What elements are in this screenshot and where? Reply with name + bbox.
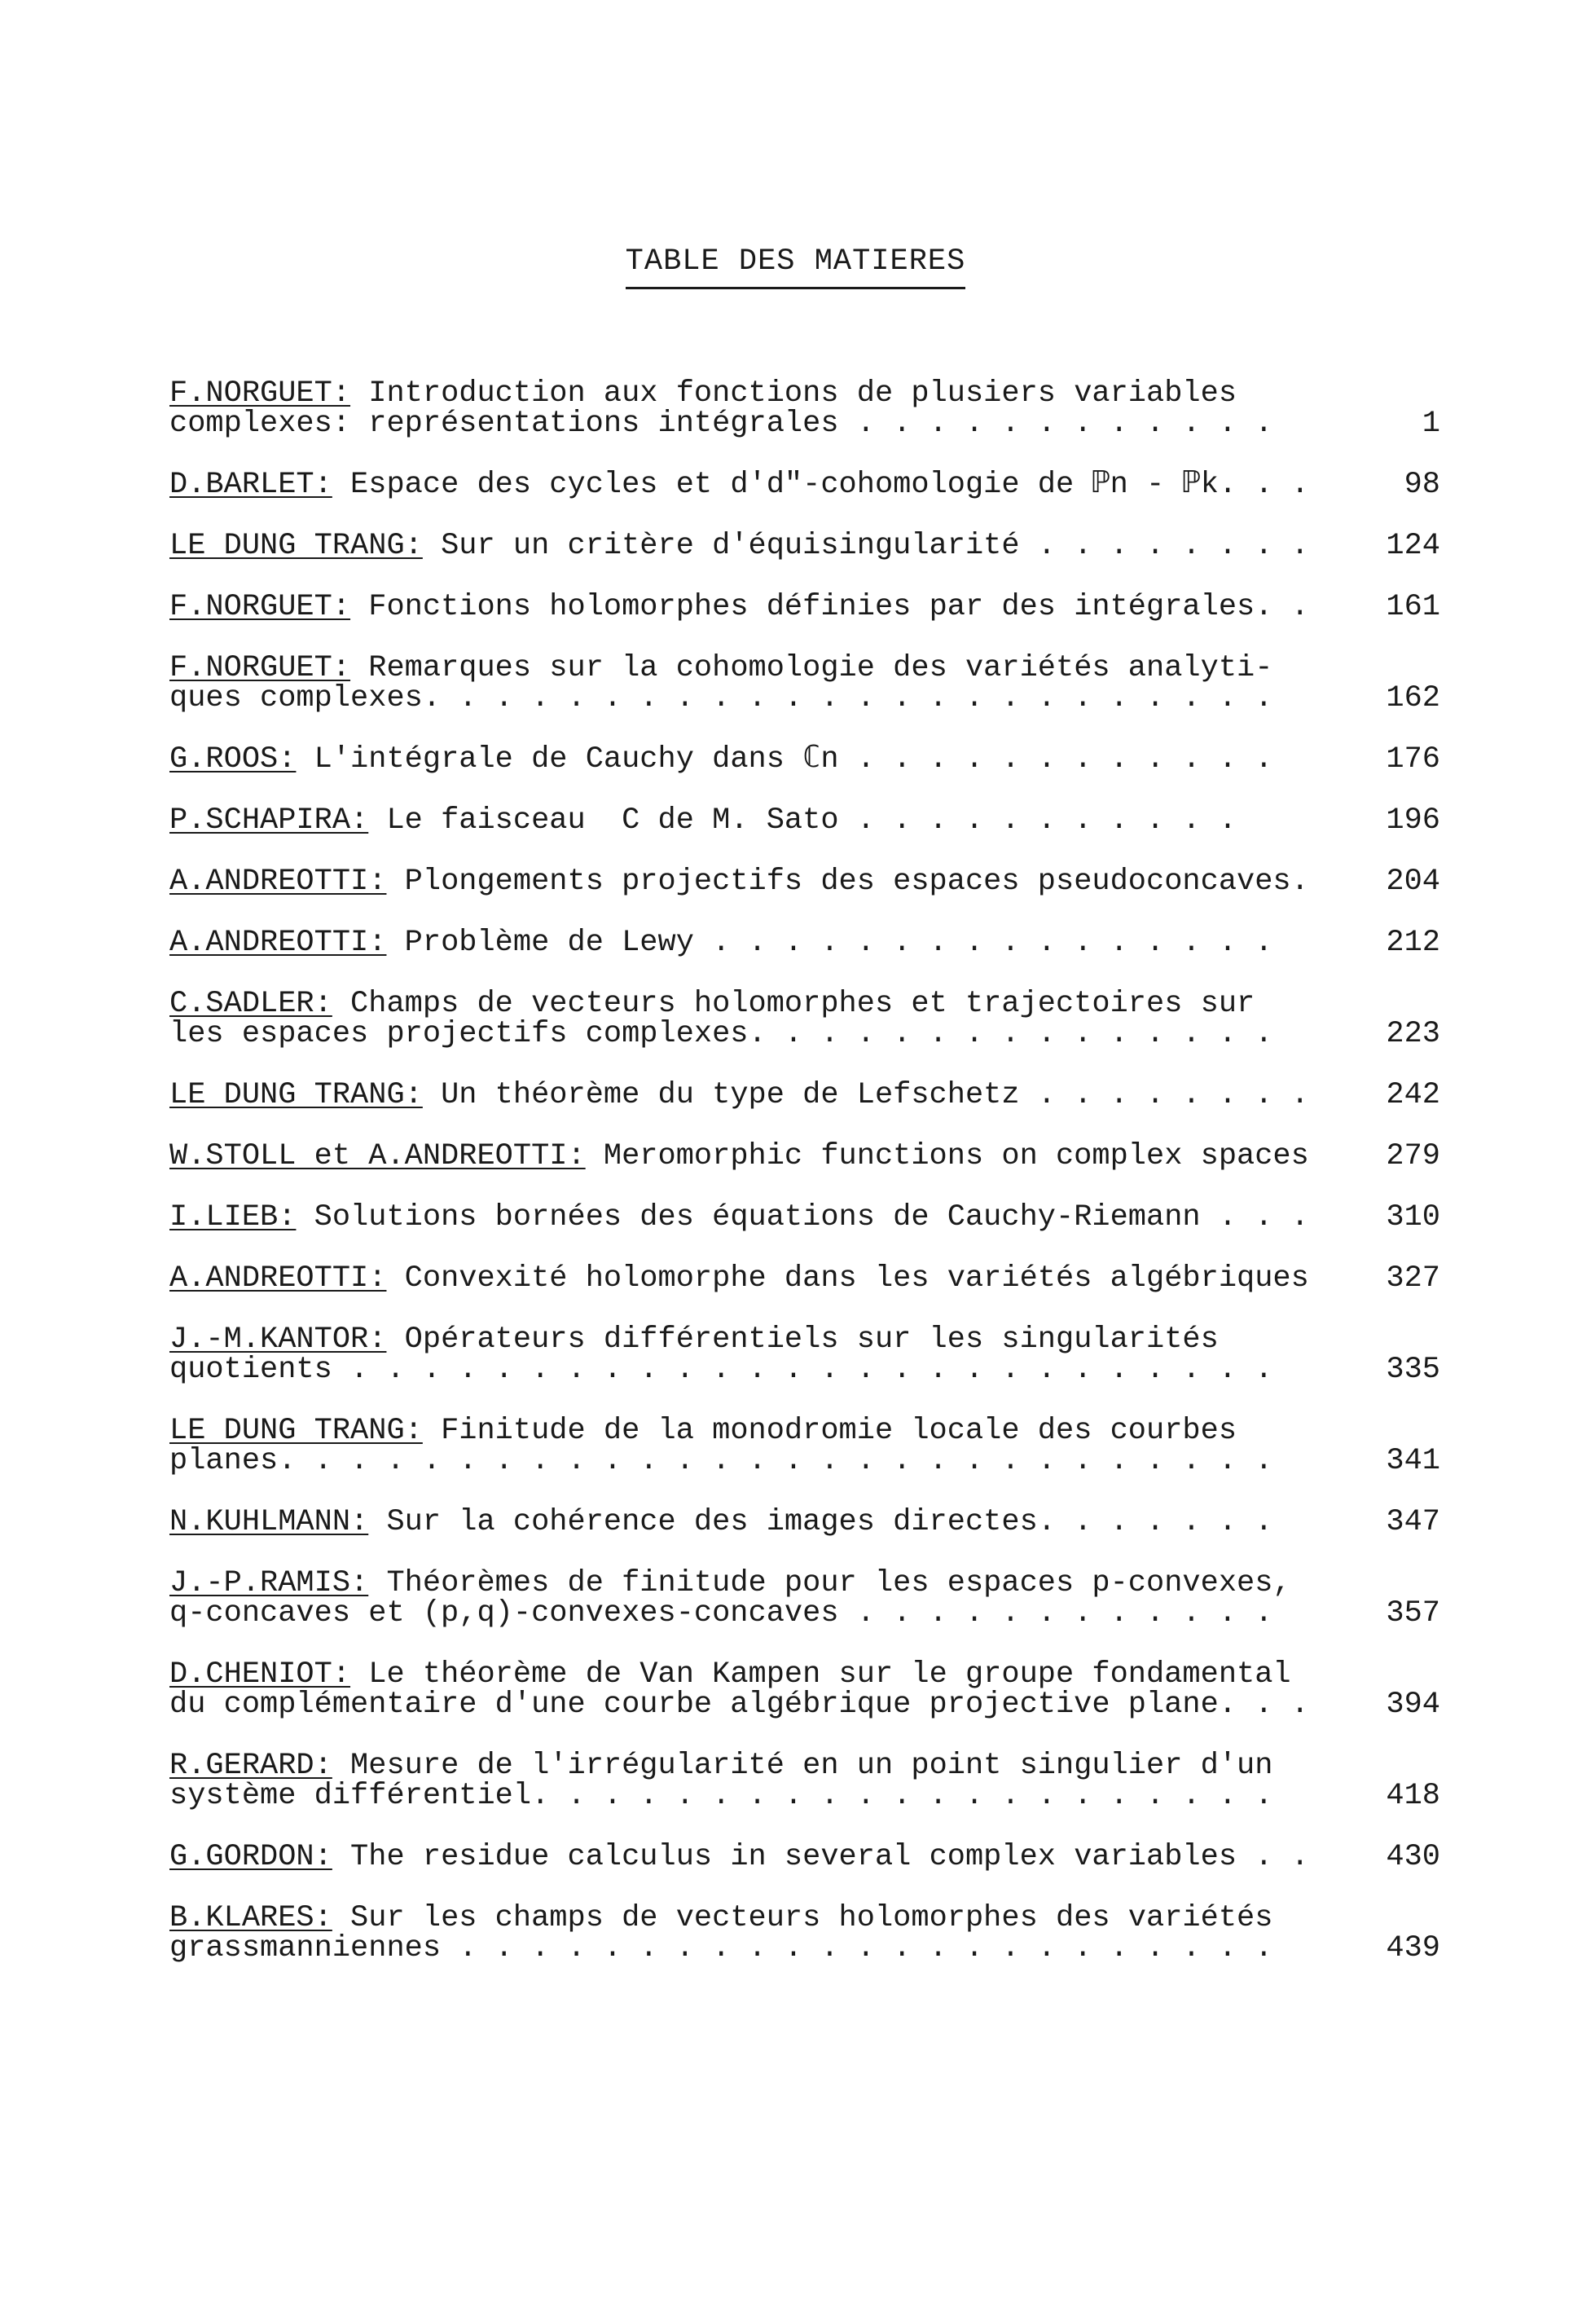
entry-title-line1: Sur la cohérence des images directes. . . . . . . bbox=[368, 1505, 1273, 1539]
entry-page-number: 394 bbox=[1386, 1688, 1440, 1722]
entry-title-line2: quotients . . . . . . . . . . . . . . . . . . . . . . . . . . bbox=[169, 1353, 1273, 1387]
entry-text bbox=[169, 651, 1351, 715]
entry-text bbox=[169, 470, 1351, 500]
toc-entry bbox=[169, 1200, 1440, 1235]
entry-title-line1: Le théorème de Van Kampen sur le groupe fondamental bbox=[350, 1657, 1291, 1692]
entry-title-line1: Plongements projectifs des espaces pseudoconcaves. bbox=[386, 865, 1309, 899]
toc-entry bbox=[169, 592, 1440, 623]
entry-page-number: 279 bbox=[1386, 1139, 1440, 1173]
entry-title-line2: les espaces projectifs complexes. . . . . . . . . . . . . . . bbox=[169, 1017, 1273, 1051]
toc-entry bbox=[169, 470, 1440, 500]
entry-title-line2: complexes: représentations intégrales . . . . . . . . . . . . bbox=[169, 407, 1273, 441]
entry-text bbox=[169, 1566, 1351, 1631]
entry-text bbox=[169, 531, 1351, 561]
toc-entry bbox=[169, 1751, 1440, 1811]
toc-entry bbox=[169, 651, 1440, 715]
entry-title-line2: ques complexes. . . . . . . . . . . . . . . . . . . . . . . . bbox=[169, 681, 1273, 715]
entry-text bbox=[169, 867, 1351, 897]
entry-author: A.ANDREOTTI: bbox=[169, 926, 387, 960]
entry-title-line1: Mesure de l'irrégularité en un point singulier d'un bbox=[332, 1749, 1273, 1783]
entry-text bbox=[169, 1416, 1351, 1477]
page-title bbox=[0, 241, 1591, 289]
entry-page-number: 223 bbox=[1386, 1017, 1440, 1051]
entry-author: W.STOLL et A.ANDREOTTI: bbox=[169, 1139, 586, 1173]
entry-page-number: 98 bbox=[1404, 468, 1440, 502]
toc-entry bbox=[169, 1416, 1440, 1477]
toc-entry bbox=[169, 1261, 1440, 1296]
entry-author: F.NORGUET: bbox=[169, 376, 351, 411]
entry-author: D.BARLET: bbox=[169, 468, 332, 502]
entry-text bbox=[169, 1200, 1351, 1235]
entry-text bbox=[169, 1261, 1351, 1296]
entry-text bbox=[169, 1078, 1351, 1112]
entry-page-number: 327 bbox=[1386, 1261, 1440, 1296]
entry-author: LE DUNG TRANG: bbox=[169, 1078, 423, 1112]
entry-page-number: 357 bbox=[1386, 1596, 1440, 1631]
toc-entry bbox=[169, 376, 1440, 441]
entry-author: J.-M.KANTOR: bbox=[169, 1323, 387, 1357]
entry-title-line1: L'intégrale de Cauchy dans ℂn . . . . . . . . . . . . bbox=[296, 742, 1273, 777]
entry-page-number: 242 bbox=[1386, 1078, 1440, 1112]
entry-title-line2: planes. . . . . . . . . . . . . . . . . . . . . . . . . . . . bbox=[169, 1444, 1273, 1478]
toc-entry bbox=[169, 531, 1440, 561]
toc-entry bbox=[169, 989, 1440, 1050]
entry-page-number: 310 bbox=[1386, 1200, 1440, 1235]
entry-page-number: 212 bbox=[1386, 926, 1440, 960]
entry-title-line1: Solutions bornées des équations de Cauchy-Riemann . . . bbox=[296, 1200, 1309, 1235]
entry-title-line1: Introduction aux fonctions de plusiers variables bbox=[350, 376, 1237, 411]
entry-text bbox=[169, 592, 1351, 623]
entry-title-line1: Champs de vecteurs holomorphes et trajectoires sur bbox=[332, 987, 1255, 1021]
entry-text bbox=[169, 1505, 1351, 1539]
entry-text bbox=[169, 742, 1351, 777]
toc-entry bbox=[169, 1566, 1440, 1631]
entry-page-number: 124 bbox=[1386, 529, 1440, 563]
entry-author: B.KLARES: bbox=[169, 1901, 332, 1935]
toc-entry bbox=[169, 742, 1440, 777]
entry-title-line2: du complémentaire d'une courbe algébrique projective plane. . . bbox=[169, 1688, 1309, 1722]
entry-author: R.GERARD: bbox=[169, 1749, 332, 1783]
entry-author: G.GORDON: bbox=[169, 1840, 332, 1874]
entry-title-line2: grassmanniennes . . . . . . . . . . . . . . . . . . . . . . . bbox=[169, 1931, 1273, 1965]
toc-entry bbox=[169, 1139, 1440, 1173]
entry-page-number: 347 bbox=[1386, 1505, 1440, 1539]
entry-page-number: 1 bbox=[1422, 407, 1440, 441]
entry-title-line1: Le faisceau C de M. Sato . . . . . . . . . . . bbox=[368, 803, 1237, 838]
entry-page-number: 176 bbox=[1386, 742, 1440, 777]
entry-author: F.NORGUET: bbox=[169, 590, 351, 624]
toc-entry bbox=[169, 1505, 1440, 1539]
toc-entry bbox=[169, 803, 1440, 838]
entry-text bbox=[169, 1842, 1351, 1873]
toc-entry bbox=[169, 1078, 1440, 1112]
entry-author: N.KUHLMANN: bbox=[169, 1505, 369, 1539]
entry-title-line1: Finitude de la monodromie locale des courbes bbox=[422, 1414, 1237, 1448]
entry-title-line1: Espace des cycles et d'd"-cohomologie de ℙn - ℙk. . . bbox=[332, 468, 1309, 502]
entry-author: LE DUNG TRANG: bbox=[169, 529, 423, 563]
entry-author: F.NORGUET: bbox=[169, 651, 351, 685]
toc-entry bbox=[169, 1657, 1440, 1722]
entry-page-number: 341 bbox=[1386, 1444, 1440, 1478]
entry-title-line1: Sur les champs de vecteurs holomorphes des variétés bbox=[332, 1901, 1273, 1935]
table-of-contents bbox=[169, 376, 1440, 1965]
entry-page-number: 161 bbox=[1386, 590, 1440, 624]
entry-page-number: 430 bbox=[1386, 1840, 1440, 1874]
entry-page-number: 162 bbox=[1386, 681, 1440, 715]
entry-text bbox=[169, 1657, 1351, 1722]
entry-author: G.ROOS: bbox=[169, 742, 297, 777]
entry-page-number: 439 bbox=[1386, 1931, 1440, 1965]
toc-entry bbox=[169, 1842, 1440, 1873]
entry-text bbox=[169, 803, 1351, 838]
entry-text bbox=[169, 1139, 1351, 1173]
entry-title-line1: Meromorphic functions on complex spaces bbox=[585, 1139, 1309, 1173]
entry-title-line1: Théorèmes de finitude pour les espaces p-convexes, bbox=[368, 1566, 1291, 1600]
entry-text bbox=[169, 1325, 1351, 1385]
entry-page-number: 196 bbox=[1386, 803, 1440, 838]
entry-title-line1: Fonctions holomorphes définies par des intégrales. . bbox=[350, 590, 1309, 624]
entry-text bbox=[169, 1751, 1351, 1811]
entry-author: P.SCHAPIRA: bbox=[169, 803, 369, 838]
entry-author: I.LIEB: bbox=[169, 1200, 297, 1235]
entry-title-line1: Convexité holomorphe dans les variétés algébriques bbox=[386, 1261, 1309, 1296]
toc-entry bbox=[169, 1901, 1440, 1965]
entry-title-line2: système différentiel. . . . . . . . . . . . . . . . . . . . . bbox=[169, 1779, 1273, 1813]
entry-author: A.ANDREOTTI: bbox=[169, 865, 387, 899]
toc-entry bbox=[169, 928, 1440, 958]
entry-author: LE DUNG TRANG: bbox=[169, 1414, 423, 1448]
entry-author: J.-P.RAMIS: bbox=[169, 1566, 369, 1600]
entry-author: D.CHENIOT: bbox=[169, 1657, 351, 1692]
entry-page-number: 204 bbox=[1386, 865, 1440, 899]
title-text: TABLE DES MATIERES bbox=[626, 241, 966, 289]
entry-text bbox=[169, 989, 1351, 1050]
entry-title-line1: Remarques sur la cohomologie des variétés analyti- bbox=[350, 651, 1273, 685]
entry-title-line1: Opérateurs différentiels sur les singularités bbox=[386, 1323, 1219, 1357]
entry-author: A.ANDREOTTI: bbox=[169, 1261, 387, 1296]
toc-entry bbox=[169, 867, 1440, 897]
entry-text bbox=[169, 928, 1351, 958]
entry-title-line1: Sur un critère d'équisingularité . . . . . . . . bbox=[422, 529, 1309, 563]
toc-entry bbox=[169, 1325, 1440, 1385]
entry-page-number: 335 bbox=[1386, 1353, 1440, 1387]
entry-title-line1: The residue calculus in several complex variables . . bbox=[332, 1840, 1309, 1874]
entry-title-line2: q-concaves et (p,q)-convexes-concaves . . . . . . . . . . . . bbox=[169, 1596, 1273, 1631]
entry-author: C.SADLER: bbox=[169, 987, 332, 1021]
entry-title-line1: Problème de Lewy . . . . . . . . . . . . . . . . bbox=[386, 926, 1273, 960]
entry-text bbox=[169, 1901, 1351, 1965]
entry-page-number: 418 bbox=[1386, 1779, 1440, 1813]
entry-text bbox=[169, 376, 1351, 441]
entry-title-line1: Un théorème du type de Lefschetz . . . . . . . . bbox=[422, 1078, 1309, 1112]
